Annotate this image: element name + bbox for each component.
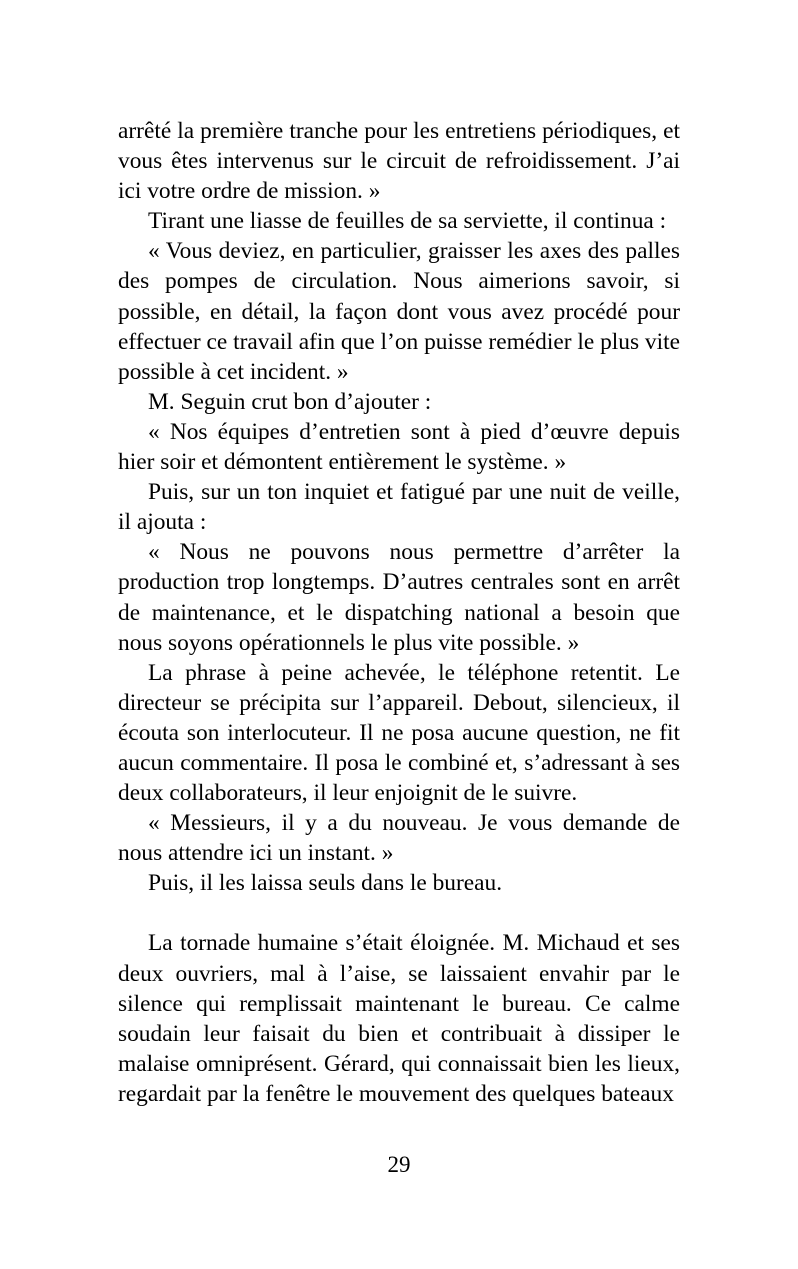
paragraph: Tirant une liasse de feuilles de sa serviette, il continua : [148, 208, 667, 235]
paragraph: La phrase à peine achevée, le téléphone retentit. Le directeur se précipita sur l’appareil. Debout, silencieux, il écouta son interlocuteur. Il ne posa aucune question, ne fit aucun commentaire. Il posa le combiné et, s’adressant à ses deux collaborateurs, il leur enjoignit de le suivre. [118, 659, 680, 807]
dialogue-paragraph: « Vous deviez, en particulier, graisser les axes des palles des pompes de circulation. Nous aimerions savoir, si possible, en détail, la façon dont vous avez procédé pour effectuer ce travail afin que l’on puisse remédier le plus vite possible à cet incident. » [118, 238, 681, 385]
section-break [118, 898, 680, 928]
paragraph: La tornade humaine s’était éloignée. M. Michaud et ses deux ouvriers, mal à l’aise, se laissaient envahir par le silence qui remplissait maintenant le bureau. Ce calme soudain leur faisait du bien et contribuait à dissiper le malaise omniprésent. Gérard, qui connaissait bien les lieux, regardait par la fenêtre le mouvement des quelques bateaux [118, 930, 680, 1107]
paragraph-continuation: arrêté la première tranche pour les entretiens périodiques, et vous êtes intervenus sur le circuit de refroidissement. J’ai ici votre ordre de mission. » [118, 118, 680, 205]
page-number: 29 [387, 1152, 411, 1177]
dialogue-paragraph: « Nos équipes d’entretien sont à pied d’œuvre depuis hier soir et démontent entièrement le système. » [118, 418, 680, 476]
paragraph: M. Seguin crut bon d’ajouter : [148, 388, 432, 415]
paragraph: Puis, il les laissa seuls dans le bureau. [148, 870, 503, 897]
dialogue-paragraph: « Nous ne pouvons nous permettre d’arrêter la production trop longtemps. D’autres centrales sont en arrêt de maintenance, et le dispatching national a besoin que nous soyons opérationnels le plus vite possible. » [118, 539, 680, 656]
page-body [118, 116, 680, 1109]
paragraph: Puis, sur un ton inquiet et fatigué par une nuit de veille, il ajouta : [118, 479, 680, 536]
dialogue-paragraph: « Messieurs, il y a du nouveau. Je vous demande de nous attendre ici un instant. » [118, 810, 680, 867]
